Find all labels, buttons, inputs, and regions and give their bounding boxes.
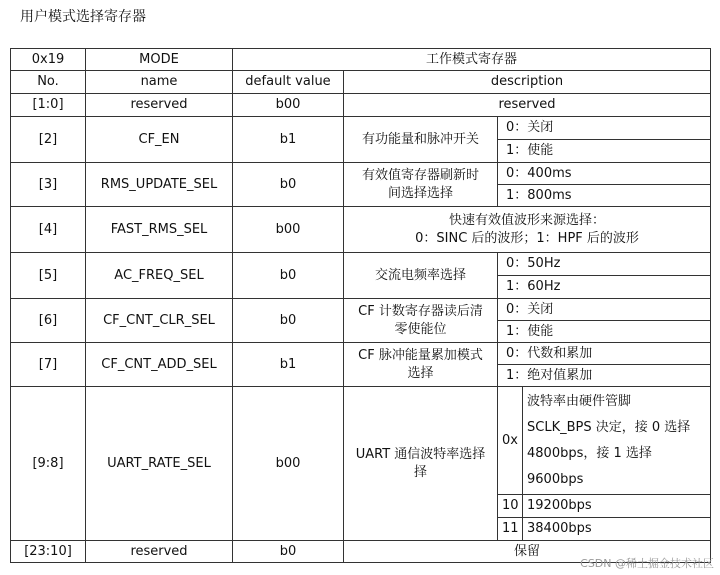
column-header-no: No. [11,71,86,94]
page-title: 用户模式选择寄存器 [20,9,146,25]
column-header-description: description [344,71,711,94]
description-line: 快速有效值波形来源选择： [449,212,606,228]
option-cell: 0：关闭 [498,117,711,140]
field-name-cell: FAST_RMS_SEL [86,207,233,253]
description-cell: 保留 [344,541,711,563]
option-line: 4800bps，接 1 选择 [527,445,652,461]
table-row [11,387,711,495]
table-row [11,163,711,185]
field-name-cell: CF_CNT_CLR_SEL [86,299,233,343]
description-line: 0：SINC 后的波形；1：HPF 后的波形 [415,230,639,246]
description-line: CF 计数寄存器读后清 [358,303,483,319]
bit-field-cell: [6] [11,299,86,343]
table-row [11,117,711,140]
column-header-default: default value [233,71,344,94]
field-name-cell: reserved [86,541,233,563]
bit-field-cell: [1:0] [11,94,86,117]
description-cell [344,163,498,207]
field-name-cell: reserved [86,94,233,117]
default-value-cell: b0 [233,541,344,563]
bit-field-cell: [7] [11,343,86,387]
default-value-cell: b0 [233,253,344,299]
description-cell [344,207,711,253]
default-value-cell: b0 [233,163,344,207]
bit-field-cell: [4] [11,207,86,253]
description-line: 间选择选择 [387,185,453,201]
description-line: UART 通信波特率选择 [355,446,486,462]
description-cell: 有功能量和脉冲开关 [344,117,498,163]
option-cell: 1：800ms [498,185,711,207]
option-cell: 1：使能 [498,140,711,163]
table-column-header-row [11,71,711,94]
watermark: CSDN @稀土掘金技术社区 [580,557,714,570]
register-mode-label: MODE [86,49,233,71]
option-cell: 19200bps [523,495,711,518]
option-line: 9600bps [527,471,584,487]
register-table [10,48,711,563]
default-value-cell: b00 [233,207,344,253]
option-cell: 0：50Hz [498,253,711,276]
bit-field-cell: [9:8] [11,387,86,541]
table-top-header-row [11,49,711,71]
column-header-name: name [86,71,233,94]
description-cell: 交流电频率选择 [344,253,498,299]
default-value-cell: b00 [233,387,344,541]
bit-field-cell: [2] [11,117,86,163]
default-value-cell: b00 [233,94,344,117]
field-name-cell: AC_FREQ_SEL [86,253,233,299]
field-name-cell: RMS_UPDATE_SEL [86,163,233,207]
option-cell: 0：关闭 [498,299,711,321]
field-name-cell: UART_RATE_SEL [86,387,233,541]
field-name-cell: CF_EN [86,117,233,163]
option-cell: 1：使能 [498,321,711,343]
option-cell [523,387,711,495]
option-cell: 1：绝对值累加 [498,365,711,387]
option-code-cell: 11 [498,518,523,541]
register-address: 0x19 [11,49,86,71]
option-line: SCLK_BPS 决定，接 0 选择 [527,419,691,435]
bit-field-cell: [23:10] [11,541,86,563]
table-row [11,343,711,365]
option-line: 波特率由硬件管脚 [527,393,632,409]
option-code-cell: 0x [498,387,523,495]
field-name-cell: CF_CNT_ADD_SEL [86,343,233,387]
description-cell [344,299,498,343]
description-line: 择 [413,464,427,480]
description-line: 零使能位 [394,321,447,337]
description-line: 选择 [407,365,434,381]
description-cell: reserved [344,94,711,117]
table-row [11,299,711,321]
register-title: 工作模式寄存器 [233,49,711,71]
default-value-cell: b1 [233,343,344,387]
description-line: CF 脉冲能量累加模式 [358,347,483,363]
bit-field-cell: [5] [11,253,86,299]
option-cell: 0：代数和累加 [498,343,711,365]
table-row [11,253,711,276]
default-value-cell: b0 [233,299,344,343]
table-row [11,94,711,117]
bit-field-cell: [3] [11,163,86,207]
option-code-cell: 10 [498,495,523,518]
default-value-cell: b1 [233,117,344,163]
description-cell [344,343,498,387]
option-cell: 0：400ms [498,163,711,185]
table-row [11,207,711,253]
description-line: 有效值寄存器刷新时 [361,167,479,183]
option-cell: 38400bps [523,518,711,541]
option-cell: 1：60Hz [498,276,711,299]
description-cell [344,387,498,541]
